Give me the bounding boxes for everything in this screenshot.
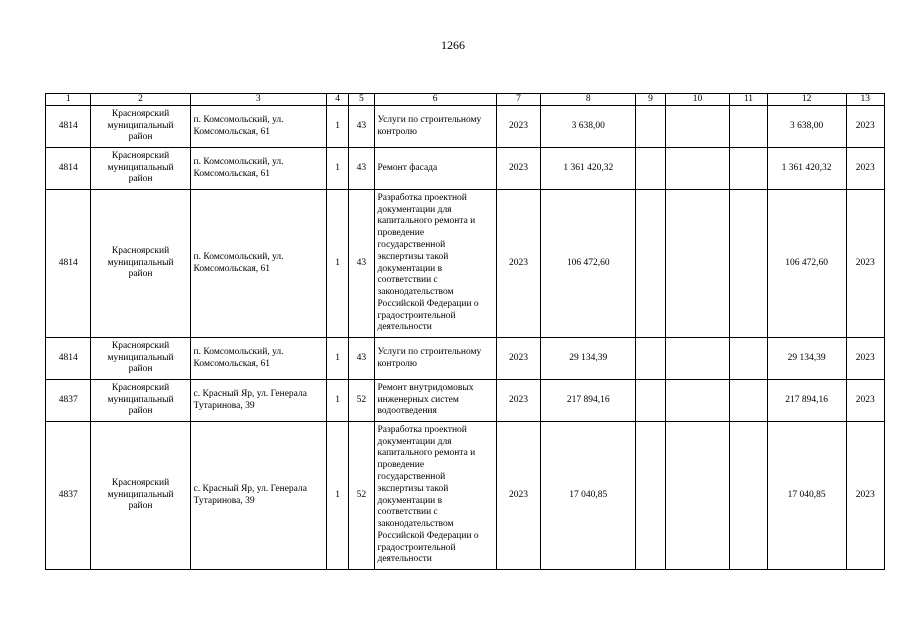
cell-col4: 1 xyxy=(327,190,349,338)
cell-col13: 2023 xyxy=(846,148,884,190)
cell-col12: 3 638,00 xyxy=(767,106,846,148)
column-header: 8 xyxy=(541,94,636,106)
column-header: 11 xyxy=(730,94,767,106)
page-number: 1266 xyxy=(441,38,465,52)
cell-address: п. Комсомольский, ул. Комсомольская, 61 xyxy=(190,338,326,380)
cell-col9 xyxy=(636,380,665,422)
table-row xyxy=(46,190,885,338)
cell-address: п. Комсомольский, ул. Комсомольская, 61 xyxy=(190,106,326,148)
cell-work-type: Услуги по строительному контролю xyxy=(374,338,496,380)
cell-municipality: Красноярский муниципальный район xyxy=(91,106,190,148)
cell-col13: 2023 xyxy=(846,338,884,380)
table-row xyxy=(46,380,885,422)
cell-col8: 3 638,00 xyxy=(541,106,636,148)
cell-col10 xyxy=(665,106,730,148)
table-row xyxy=(46,148,885,190)
cell-col10 xyxy=(665,148,730,190)
cell-col13: 2023 xyxy=(846,422,884,570)
column-number-row xyxy=(46,94,885,106)
table-row xyxy=(46,106,885,148)
cell-col5: 52 xyxy=(349,422,374,570)
cell-id: 4814 xyxy=(46,148,91,190)
cell-col9 xyxy=(636,338,665,380)
cell-municipality: Красноярский муниципальный район xyxy=(91,422,190,570)
cell-year: 2023 xyxy=(496,338,540,380)
cell-col10 xyxy=(665,190,730,338)
cell-col4: 1 xyxy=(327,380,349,422)
cell-col13: 2023 xyxy=(846,190,884,338)
column-header: 2 xyxy=(91,94,190,106)
cell-col11 xyxy=(730,190,767,338)
cell-col9 xyxy=(636,106,665,148)
cell-col13: 2023 xyxy=(846,380,884,422)
cell-col12: 17 040,85 xyxy=(767,422,846,570)
column-header: 1 xyxy=(46,94,91,106)
cell-col10 xyxy=(665,422,730,570)
cell-col12: 1 361 420,32 xyxy=(767,148,846,190)
cell-col9 xyxy=(636,190,665,338)
column-header: 6 xyxy=(374,94,496,106)
cell-col8: 1 361 420,32 xyxy=(541,148,636,190)
cell-col8: 29 134,39 xyxy=(541,338,636,380)
cell-address: п. Комсомольский, ул. Комсомольская, 61 xyxy=(190,190,326,338)
cell-col12: 217 894,16 xyxy=(767,380,846,422)
cell-col8: 106 472,60 xyxy=(541,190,636,338)
cell-col4: 1 xyxy=(327,422,349,570)
cell-municipality: Красноярский муниципальный район xyxy=(91,338,190,380)
cell-col9 xyxy=(636,148,665,190)
cell-work-type: Разработка проектной документации для капитального ремонта и проведение государственной экспертизы такой документации в соответствии с законодательством Российской Федерации о градостроительной деятельности xyxy=(374,422,496,570)
cell-work-type: Ремонт внутридомовых инженерных систем водоотведения xyxy=(374,380,496,422)
cell-col10 xyxy=(665,380,730,422)
column-header: 4 xyxy=(327,94,349,106)
cell-id: 4814 xyxy=(46,190,91,338)
cell-col9 xyxy=(636,422,665,570)
cell-municipality: Красноярский муниципальный район xyxy=(91,148,190,190)
cell-id: 4837 xyxy=(46,380,91,422)
cell-year: 2023 xyxy=(496,190,540,338)
cell-id: 4814 xyxy=(46,106,91,148)
cell-work-type: Услуги по строительному контролю xyxy=(374,106,496,148)
cell-col10 xyxy=(665,338,730,380)
cell-address: с. Красный Яр, ул. Генерала Тутаринова, 39 xyxy=(190,422,326,570)
column-header: 10 xyxy=(665,94,730,106)
cell-year: 2023 xyxy=(496,148,540,190)
table-row xyxy=(46,338,885,380)
cell-col5: 43 xyxy=(349,106,374,148)
cell-year: 2023 xyxy=(496,422,540,570)
column-header: 12 xyxy=(767,94,846,106)
cell-col8: 17 040,85 xyxy=(541,422,636,570)
cell-id: 4837 xyxy=(46,422,91,570)
cell-col5: 43 xyxy=(349,148,374,190)
cell-col12: 106 472,60 xyxy=(767,190,846,338)
cell-col4: 1 xyxy=(327,338,349,380)
cell-col5: 43 xyxy=(349,338,374,380)
cell-id: 4814 xyxy=(46,338,91,380)
cell-year: 2023 xyxy=(496,380,540,422)
cell-municipality: Красноярский муниципальный район xyxy=(91,380,190,422)
table-row xyxy=(46,422,885,570)
cell-col5: 52 xyxy=(349,380,374,422)
cell-work-type: Ремонт фасада xyxy=(374,148,496,190)
cell-col4: 1 xyxy=(327,106,349,148)
cell-work-type: Разработка проектной документации для капитального ремонта и проведение государственной экспертизы такой документации в соответствии с законодательством Российской Федерации о градостроительной деятельности xyxy=(374,190,496,338)
cell-col11 xyxy=(730,338,767,380)
cell-col11 xyxy=(730,148,767,190)
column-header: 5 xyxy=(349,94,374,106)
column-header: 3 xyxy=(190,94,326,106)
cell-address: п. Комсомольский, ул. Комсомольская, 61 xyxy=(190,148,326,190)
cell-col12: 29 134,39 xyxy=(767,338,846,380)
cell-col4: 1 xyxy=(327,148,349,190)
column-header: 7 xyxy=(496,94,540,106)
cell-col5: 43 xyxy=(349,190,374,338)
cell-col11 xyxy=(730,380,767,422)
cell-address: с. Красный Яр, ул. Генерала Тутаринова, 39 xyxy=(190,380,326,422)
cell-col11 xyxy=(730,422,767,570)
cell-year: 2023 xyxy=(496,106,540,148)
cell-col11 xyxy=(730,106,767,148)
column-header: 9 xyxy=(636,94,665,106)
cell-col13: 2023 xyxy=(846,106,884,148)
column-header: 13 xyxy=(846,94,884,106)
cell-col8: 217 894,16 xyxy=(541,380,636,422)
cell-municipality: Красноярский муниципальный район xyxy=(91,190,190,338)
repair-register-table xyxy=(45,93,885,570)
